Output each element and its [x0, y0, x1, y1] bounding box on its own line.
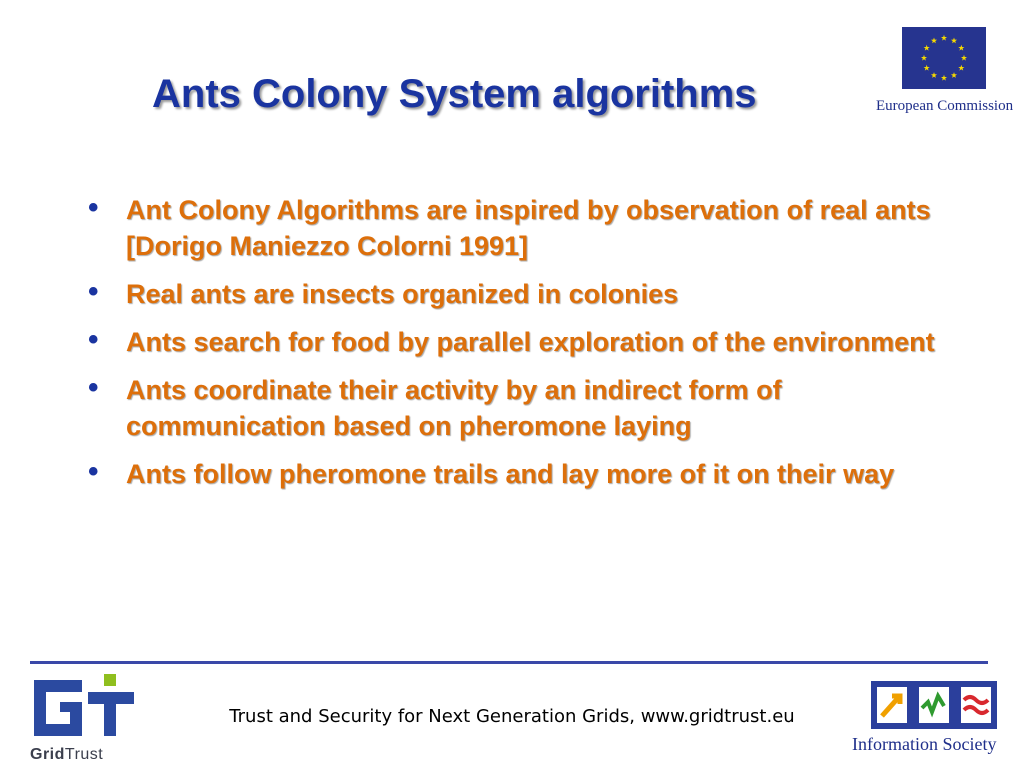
information-society-icon	[852, 678, 1022, 730]
bullet-text: Real ants are insects organized in colonies	[126, 279, 679, 309]
bullet-text: Ant Colony Algorithms are inspired by observation of real ants [Dorigo Maniezzo Colorni 1991]	[126, 195, 931, 261]
eu-flag-icon	[902, 27, 986, 89]
bullet-marker: •	[88, 371, 99, 404]
information-society-label: Information Society	[852, 734, 997, 754]
gridtrust-label-bold: Grid	[30, 746, 65, 763]
european-commission-logo	[874, 25, 1024, 125]
gridtrust-label-rest: Trust	[64, 746, 104, 763]
slide-title: Ants Colony System algorithms	[152, 72, 757, 116]
bullet-text: Ants follow pheromone trails and lay more of it on their way	[126, 459, 895, 489]
footer-divider	[30, 661, 988, 664]
bullet-item	[88, 456, 958, 492]
bullet-item	[88, 324, 958, 360]
information-society-logo	[852, 678, 1022, 764]
bullet-marker: •	[88, 455, 99, 488]
bullet-marker: •	[88, 191, 99, 224]
bullet-item	[88, 192, 958, 264]
gridtrust-label	[30, 746, 103, 764]
bullet-item	[88, 372, 958, 444]
bullet-text: Ants search for food by parallel exploration of the environment	[126, 327, 935, 357]
bullet-marker: •	[88, 275, 99, 308]
bullet-list	[88, 192, 958, 504]
bullet-marker: •	[88, 323, 99, 356]
footer-text: Trust and Security for Next Generation Grids, www.gridtrust.eu	[229, 706, 795, 727]
bullet-text: Ants coordinate their activity by an indirect form of communication based on pheromone laying	[126, 375, 782, 441]
european-commission-label: European Commission	[876, 98, 1014, 114]
bullet-item	[88, 276, 958, 312]
